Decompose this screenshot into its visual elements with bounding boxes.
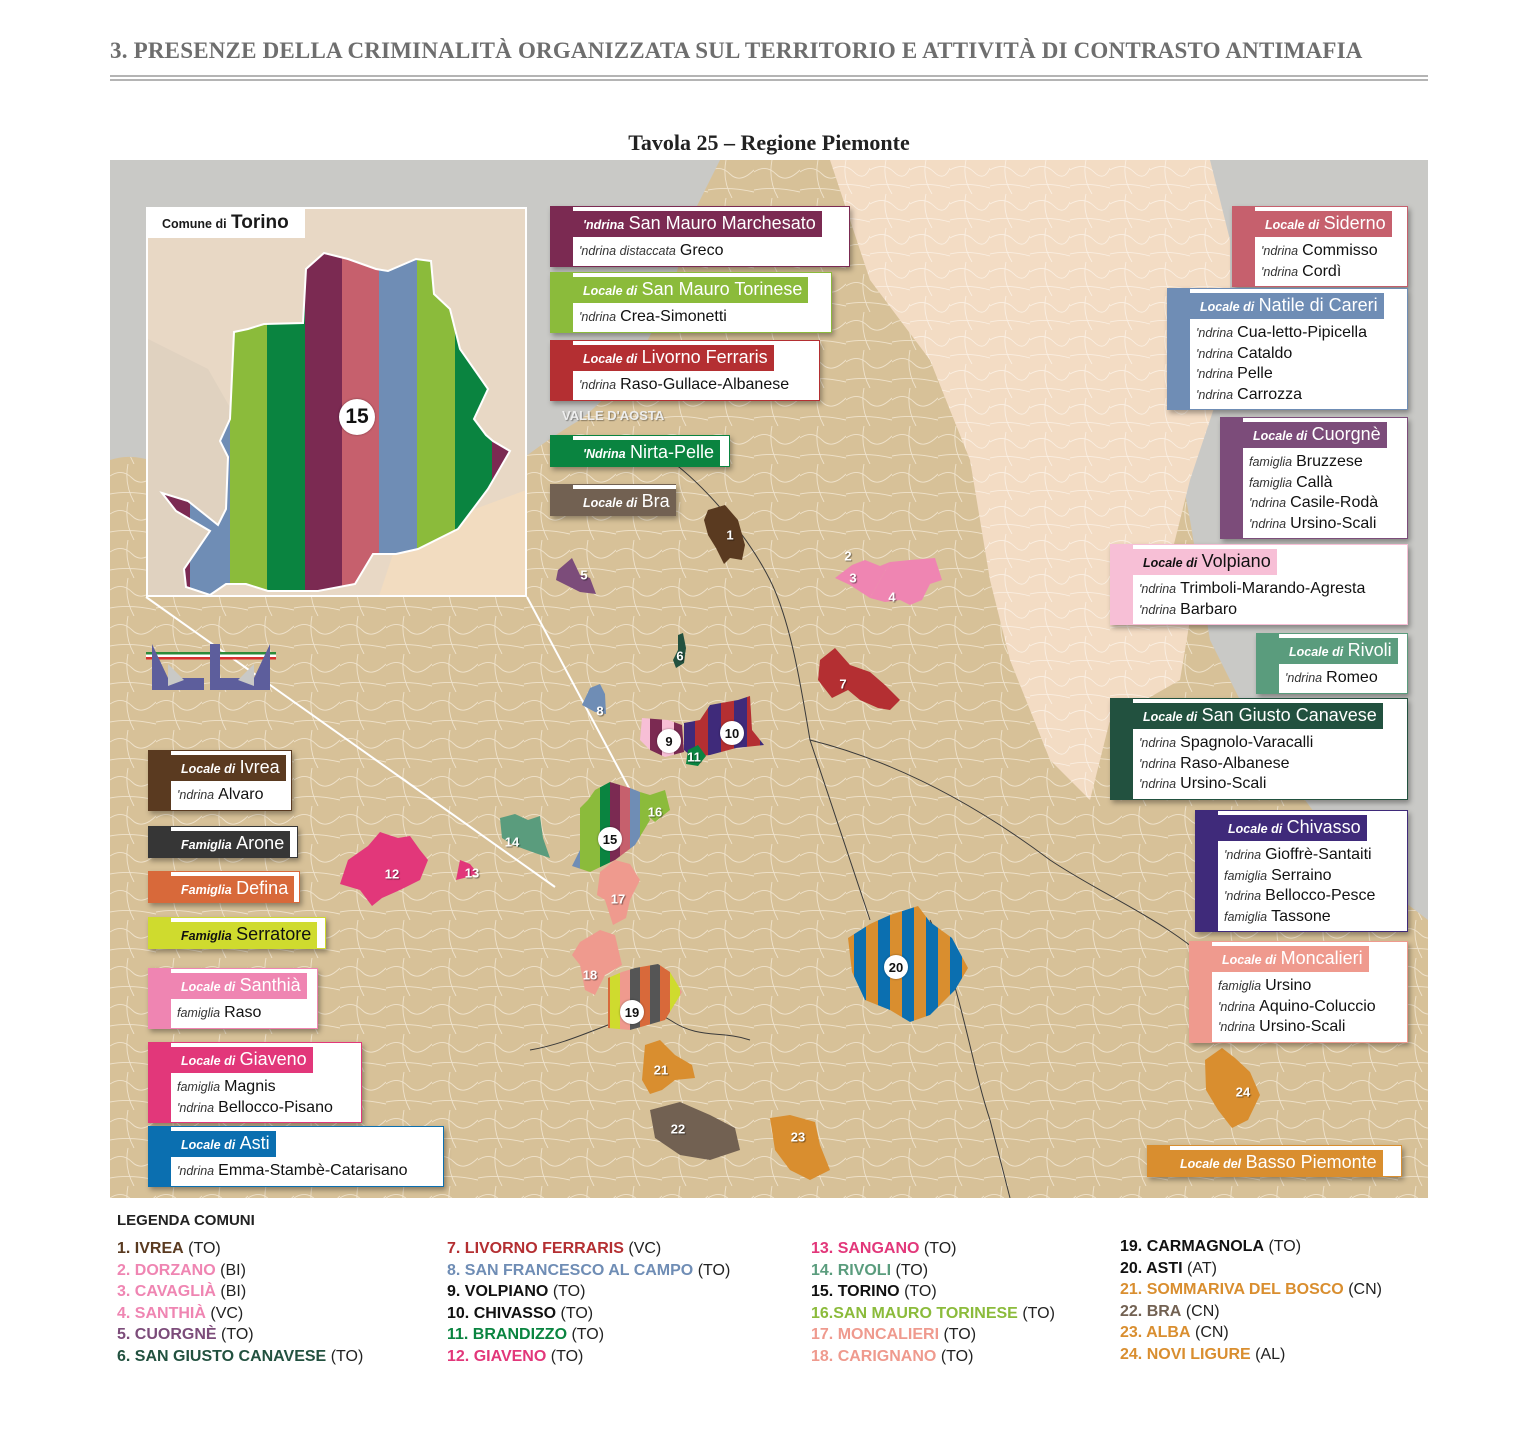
legend-entry: 17. MONCALIERI (TO) — [811, 1326, 977, 1343]
legend-entry: 7. LIVORNO FERRARIS (VC) — [447, 1240, 662, 1257]
legend-entry: 13. SANGANO (TO) — [811, 1240, 957, 1257]
legend-entry: 12. GIAVENO (TO) — [447, 1347, 584, 1365]
callout-defina: Famiglia Defina — [148, 871, 300, 903]
legend-entry: 10. CHIVASSO (TO) — [447, 1304, 594, 1322]
legend-entry: 11. BRANDIZZO (TO) — [447, 1326, 605, 1343]
municipality-number: 6 — [676, 648, 684, 664]
callout-livorno-ferraris: Locale di Livorno Ferraris 'ndrina Raso-Gullace-Albanese — [550, 340, 820, 401]
municipality-number: 14 — [504, 834, 520, 850]
callout-santhia: Locale di Santhià famiglia Raso — [148, 968, 318, 1029]
legend-entry: 1. IVREA (TO) — [117, 1240, 221, 1257]
legend-entry: 8. SAN FRANCESCO AL CAMPO (TO) — [447, 1261, 731, 1279]
legend-entry: 22. BRA (CN) — [1120, 1302, 1220, 1320]
municipality-number: 7 — [839, 676, 847, 692]
piemonte-map — [110, 160, 1428, 1198]
legend-entry: 16.SAN MAURO TORINESE (TO) — [811, 1304, 1055, 1322]
legend-entry: 18. CARIGNANO (TO) — [811, 1347, 974, 1365]
municipality-number: 13 — [464, 865, 480, 881]
table-title: Tavola 25 – Regione Piemonte — [628, 130, 910, 155]
callout-san-mauro-torinese: Locale di San Mauro Torinese 'ndrina Crea-Simonetti — [550, 272, 832, 333]
municipality-badge: 20 — [884, 955, 908, 979]
legend-column-3 — [811, 1238, 1055, 1367]
legend-column-1 — [117, 1238, 363, 1367]
legend-entry: 21. SOMMARIVA DEL BOSCO (CN) — [1120, 1281, 1382, 1298]
callout-chivasso: Locale di Chivasso 'ndrina Gioffrè-Santaiti famiglia Serraino 'ndrina Bellocco-Pesce famiglia Tassone — [1195, 810, 1408, 932]
legend-entry: 14. RIVOLI (TO) — [811, 1261, 929, 1279]
municipality-number: 22 — [670, 1121, 686, 1137]
inset-label — [148, 209, 305, 238]
callout-nirta-pelle: 'Ndrina Nirta-Pelle — [550, 435, 730, 467]
callout-natile-di-careri: Locale di Natile di Careri 'ndrina Cua-letto-Pipicella 'ndrina Cataldo 'ndrina Pelle 'ndrina Carrozza — [1167, 288, 1408, 410]
legend-entry: 4. SANTHIÀ (VC) — [117, 1304, 244, 1322]
legend-title: LEGENDA COMUNI — [117, 1212, 255, 1229]
header-rule — [110, 75, 1428, 81]
municipality-number: 4 — [888, 589, 896, 605]
callout-siderno: Locale di Siderno 'ndrina Commisso 'ndrina Cordì — [1232, 206, 1408, 287]
region-label-valle-daosta: VALLE D'AOSTA — [562, 408, 665, 423]
municipality-badge: 10 — [720, 721, 744, 745]
municipality-number: 11 — [687, 749, 701, 765]
municipality-number: 3 — [849, 570, 857, 586]
legend-column-4 — [1120, 1236, 1382, 1365]
inset-label-prefix: Comune di — [162, 217, 227, 231]
municipality-number: 17 — [610, 891, 626, 907]
legend-column-2 — [447, 1238, 730, 1367]
municipality-number: 16 — [647, 804, 663, 820]
torino-inset-map — [148, 209, 527, 597]
legend-entry: 24. NOVI LIGURE (AL) — [1120, 1345, 1286, 1363]
municipality-number: 5 — [580, 567, 588, 583]
legend-entry: 20. ASTI (AT) — [1120, 1259, 1217, 1277]
legend-entry: 2. DORZANO (BI) — [117, 1261, 246, 1279]
callout-giaveno: Locale di Giaveno famiglia Magnis 'ndrina Bellocco-Pisano — [148, 1042, 362, 1123]
municipality-number: 8 — [596, 703, 604, 719]
torino-inset — [146, 207, 527, 597]
dia-logo-icon — [146, 642, 276, 694]
inset-label-city: Torino — [231, 212, 289, 233]
callout-bra: Locale di Bra — [550, 484, 676, 516]
callout-basso-piemonte: Locale del Basso Piemonte — [1147, 1145, 1402, 1177]
callout-rivoli: Locale di Rivoli 'ndrina Romeo — [1256, 633, 1408, 694]
municipality-number: 18 — [582, 967, 598, 983]
municipality-number: 21 — [653, 1062, 669, 1078]
municipality-number: 23 — [790, 1129, 806, 1145]
legend-entry: 19. CARMAGNOLA (TO) — [1120, 1238, 1302, 1255]
municipality-badge: 9 — [657, 729, 681, 753]
legend-entry: 3. CAVAGLIÀ (BI) — [117, 1283, 247, 1300]
legend-entry: 23. ALBA (CN) — [1120, 1324, 1229, 1341]
municipality-badge: 19 — [620, 1000, 644, 1024]
callout-moncalieri: Locale di Moncalieri famiglia Ursino 'ndrina Aquino-Coluccio 'ndrina Ursino-Scali — [1189, 941, 1408, 1043]
municipality-number: 12 — [384, 866, 400, 882]
callout-cuorgne: Locale di Cuorgnè famiglia Bruzzese famiglia Callà 'ndrina Casile-Rodà 'ndrina Ursino-Scali — [1220, 417, 1408, 539]
municipality-badge: 15 — [598, 827, 622, 851]
callout-serratore: Famiglia Serratore — [148, 917, 326, 949]
callout-san-mauro-marchesato: 'ndrina San Mauro Marchesato 'ndrina distaccata Greco — [550, 206, 850, 267]
legend-entry: 6. SAN GIUSTO CANAVESE (TO) — [117, 1347, 364, 1365]
callout-san-giusto-canavese: Locale di San Giusto Canavese 'ndrina Spagnolo-Varacalli 'ndrina Raso-Albanese 'ndrina Ursino-Scali — [1110, 698, 1408, 800]
legend-entry: 9. VOLPIANO (TO) — [447, 1283, 586, 1300]
municipality-number: 2 — [844, 548, 852, 564]
legend-entry: 5. CUORGNÈ (TO) — [117, 1326, 254, 1343]
callout-asti: Locale di Asti 'ndrina Emma-Stambè-Catarisano — [148, 1126, 444, 1187]
inset-number-badge: 15 — [339, 399, 375, 435]
callout-ivrea: Locale di Ivrea 'ndrina Alvaro — [148, 750, 292, 811]
municipality-number: 1 — [726, 527, 734, 543]
page-header: 3. PRESENZE DELLA CRIMINALITÀ ORGANIZZATA SUL TERRITORIO E ATTIVITÀ DI CONTRASTO ANTIMAFIA — [110, 38, 1363, 63]
callout-volpiano: Locale di Volpiano 'ndrina Trimboli-Marando-Agresta 'ndrina Barbaro — [1110, 544, 1408, 625]
legend-entry: 15. TORINO (TO) — [811, 1283, 937, 1300]
callout-arone: Famiglia Arone — [148, 826, 298, 858]
municipality-number: 24 — [1235, 1084, 1251, 1100]
